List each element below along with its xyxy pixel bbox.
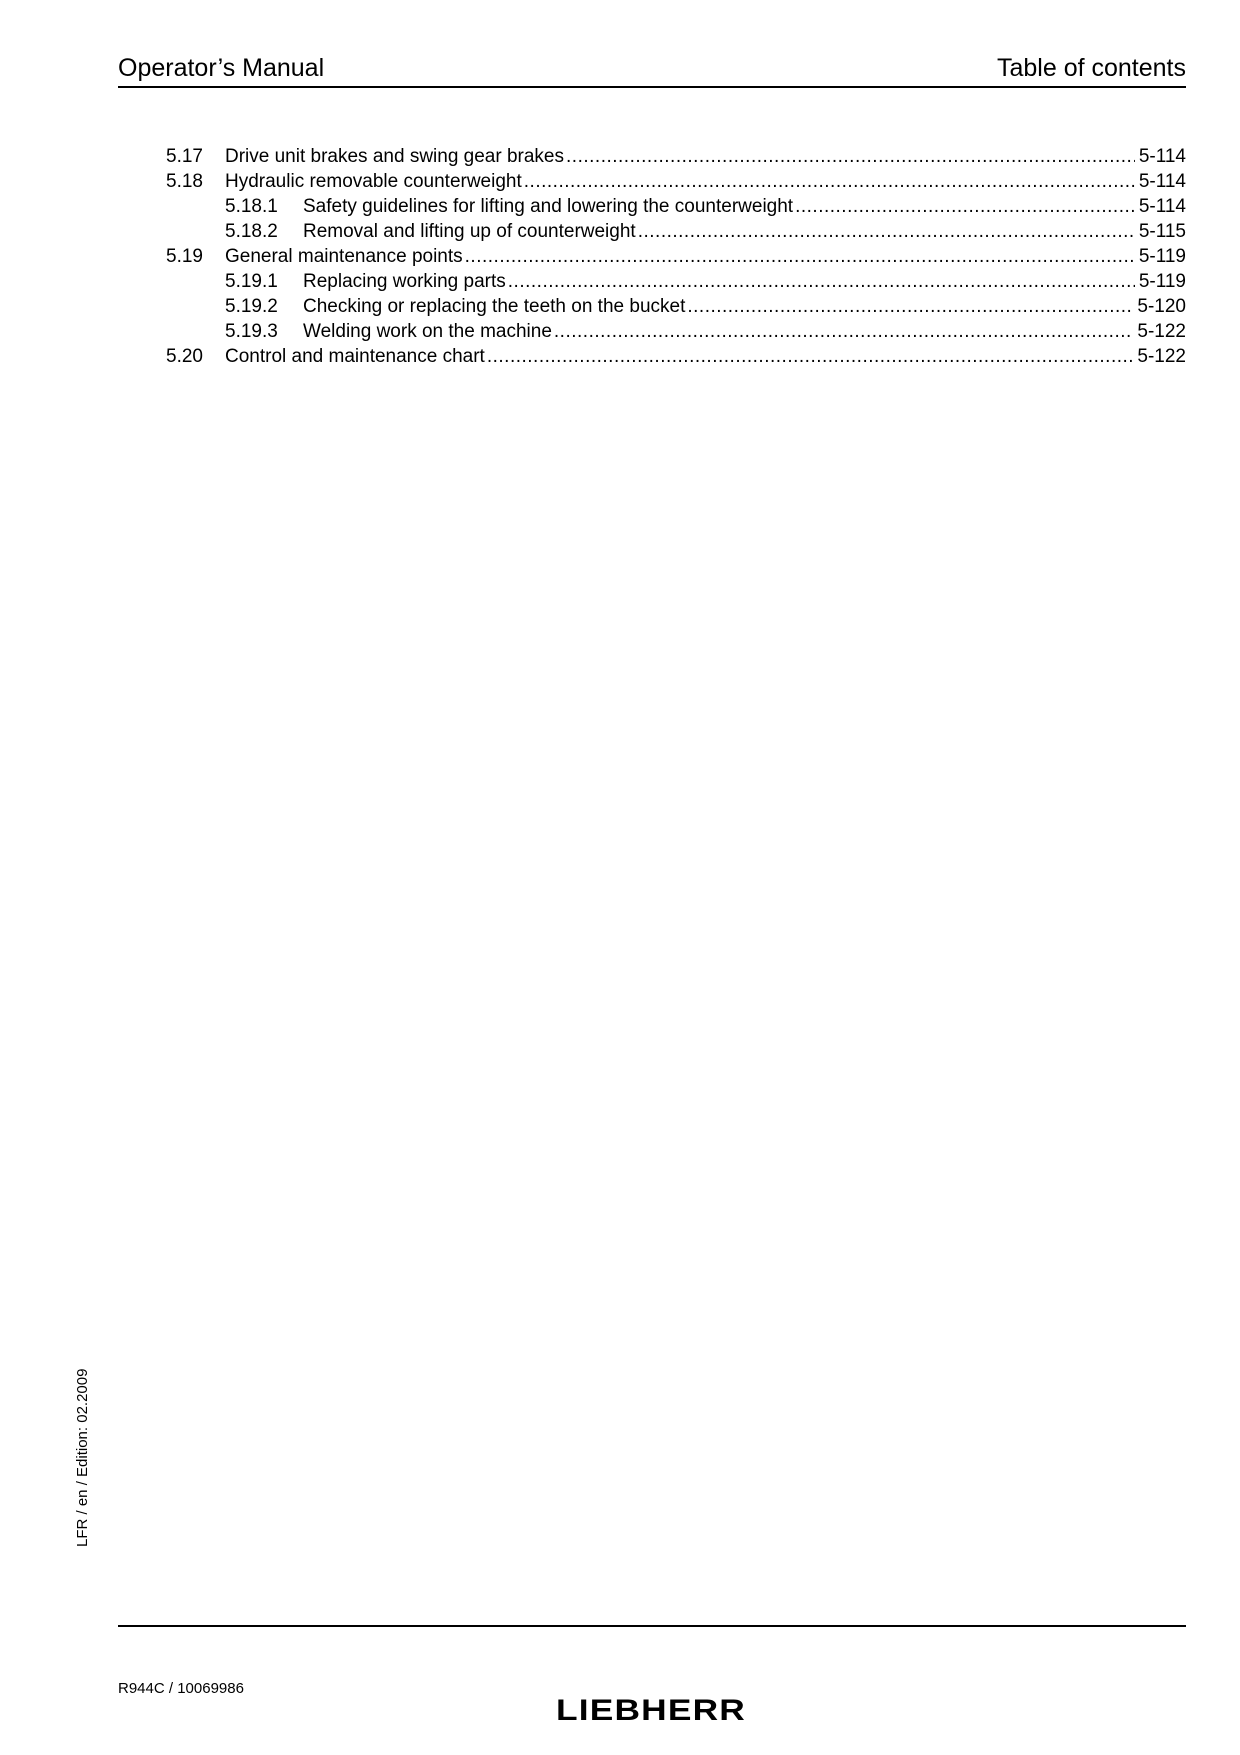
toc-entry-title: Hydraulic removable counterweight bbox=[225, 171, 522, 192]
toc-entry-number: 5.19.1 bbox=[225, 271, 278, 292]
toc-entry-number: 5.18.1 bbox=[225, 196, 278, 217]
section-title: Table of contents bbox=[996, 54, 1186, 82]
toc-entry-title: Removal and lifting up of counterweight bbox=[303, 221, 636, 242]
dot-leader bbox=[687, 294, 1133, 319]
toc-entry[interactable] bbox=[118, 344, 1186, 369]
toc-entry-title: Welding work on the machine bbox=[303, 321, 552, 342]
document-code: R944C / 10069986 bbox=[118, 1680, 244, 1697]
toc-entry[interactable] bbox=[118, 194, 1186, 219]
toc-entry[interactable] bbox=[118, 144, 1186, 169]
toc-entry-page: 5-119 bbox=[1138, 271, 1186, 292]
edition-label: LFR / en / Edition: 02.2009 bbox=[74, 1368, 91, 1547]
toc-entry-number: 5.17 bbox=[166, 146, 203, 167]
toc-entry-title: General maintenance points bbox=[225, 246, 463, 267]
toc-entry-number: 5.19 bbox=[166, 246, 203, 267]
toc-entry[interactable] bbox=[118, 244, 1186, 269]
toc-entry-page: 5-114 bbox=[1138, 146, 1186, 167]
toc-entry-number: 5.18.2 bbox=[225, 221, 278, 242]
toc-entry-title: Control and maintenance chart bbox=[225, 346, 485, 367]
toc-entry-number: 5.20 bbox=[166, 346, 203, 367]
toc-entry-title: Safety guidelines for lifting and lowering the counterweight bbox=[303, 196, 794, 217]
liebherr-logo bbox=[554, 1696, 748, 1724]
toc-entry-title: Drive unit brakes and swing gear brakes bbox=[225, 146, 565, 167]
toc-entry-page: 5-114 bbox=[1138, 171, 1186, 192]
toc-entry-page: 5-115 bbox=[1138, 221, 1186, 242]
toc-entry-page: 5-120 bbox=[1137, 296, 1186, 317]
toc-entry-page: 5-119 bbox=[1138, 246, 1186, 267]
page-header bbox=[118, 50, 1186, 88]
toc-entry[interactable] bbox=[118, 219, 1186, 244]
toc-entry[interactable] bbox=[118, 269, 1186, 294]
toc-entry[interactable] bbox=[118, 169, 1186, 194]
dot-leader bbox=[508, 269, 1135, 294]
dot-leader bbox=[554, 319, 1133, 344]
dot-leader bbox=[465, 244, 1135, 269]
toc-entry-page: 5-122 bbox=[1137, 346, 1186, 367]
toc-entry-title: Checking or replacing the teeth on the bucket bbox=[303, 296, 686, 317]
svg-text:LIEBHERR: LIEBHERR bbox=[556, 1696, 746, 1724]
toc-entry[interactable] bbox=[118, 319, 1186, 344]
footer-divider bbox=[118, 1625, 1186, 1627]
dot-leader bbox=[524, 169, 1135, 194]
toc-entry-page: 5-114 bbox=[1138, 196, 1186, 217]
toc-entry-number: 5.19.2 bbox=[225, 296, 278, 317]
dot-leader bbox=[566, 144, 1135, 169]
toc-entry-number: 5.18 bbox=[166, 171, 203, 192]
table-of-contents bbox=[118, 144, 1186, 369]
dot-leader bbox=[487, 344, 1134, 369]
toc-entry[interactable] bbox=[118, 294, 1186, 319]
dot-leader bbox=[638, 219, 1135, 244]
manual-title: Operator’s Manual bbox=[118, 54, 325, 82]
dot-leader bbox=[795, 194, 1135, 219]
toc-entry-page: 5-122 bbox=[1137, 321, 1186, 342]
toc-entry-title: Replacing working parts bbox=[303, 271, 506, 292]
toc-entry-number: 5.19.3 bbox=[225, 321, 278, 342]
